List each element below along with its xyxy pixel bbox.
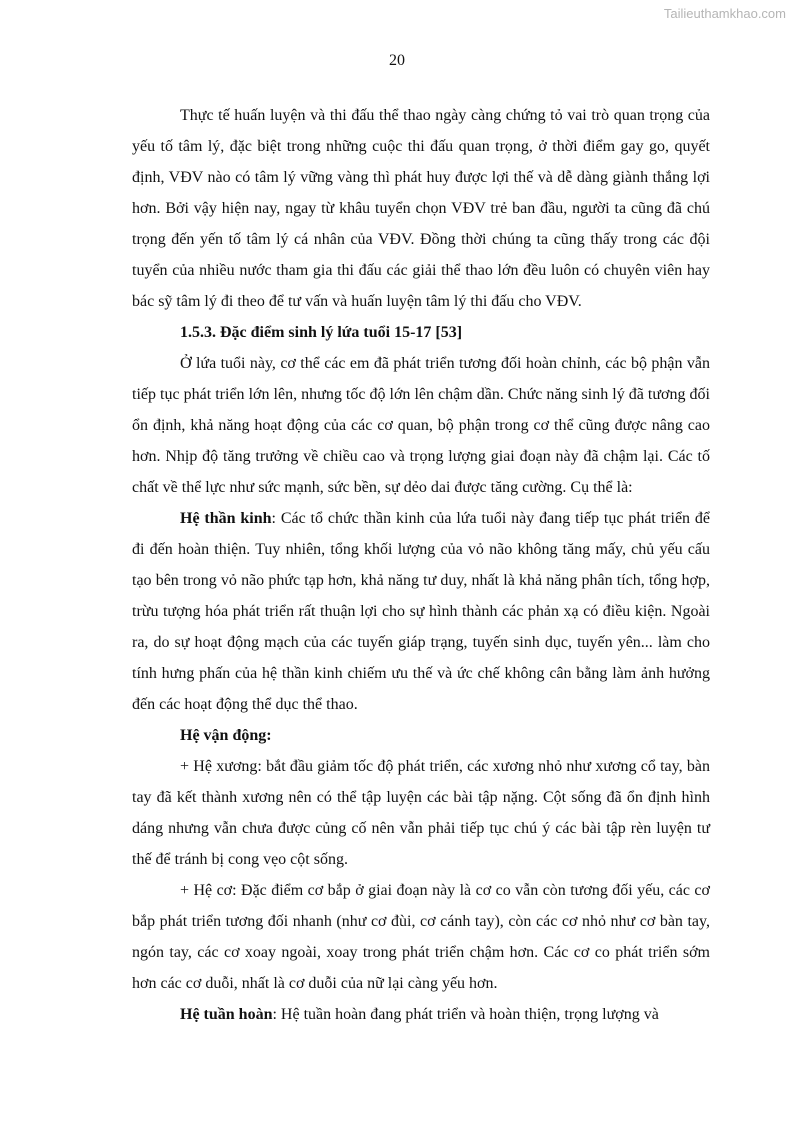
circulatory-system-text: : Hệ tuần hoàn đang phát triển và hoàn thiện, trọng lượng và [272,1006,659,1023]
nervous-system-text: : Các tổ chức thần kinh của lứa tuổi này đang tiếp tục phát triển để đi đến hoàn thiện. Tuy nhiên, tổng khối lượng của vỏ não không tăng mấy, chủ yếu cấu tạo bên trong vỏ não phức tạp hơn, khả năng tư duy, nhất là khả năng phân tích, tổng hợp, trừu tượng hóa phát triển rất thuận lợi cho sự hình thành các phản xạ có điều kiện. Ngoài ra, do sự hoạt động mạch của các tuyến giáp trạng, tuyến sinh dục, tuyến yên... làm cho tính hưng phấn của hệ thần kinh chiếm ưu thế và ức chế không cân bằng làm ảnh hưởng đến các hoạt động thể dục thể thao. [132,510,711,713]
document-body [132,100,710,1030]
watermark: Tailieuthamkhao.com [663,6,786,21]
section-heading-1-5-3: 1.5.3. Đặc điểm sinh lý lứa tuổi 15-17 [53] [180,324,463,341]
paragraph-muscular-system: + Hệ cơ: Đặc điểm cơ bắp ở giai đoạn này là cơ co vẫn còn tương đối yếu, các cơ bắp phát triển tương đối nhanh (như cơ đùi, cơ cánh tay), còn các cơ nhỏ như cơ bàn tay, ngón tay, các cơ xoay ngoài, xoay trong phát triển chậm hơn. Các cơ co phát triển sớm hơn các cơ duỗi, nhất là cơ duỗi của nữ lại càng yếu hơn. [132,882,710,992]
paragraph-nervous-system [132,503,710,720]
paragraph-psychology: Thực tế huấn luyện và thi đấu thể thao ngày càng chứng tỏ vai trò quan trọng của yếu tố tâm lý, đặc biệt trong những cuộc thi đấu quan trọng, ở thời điểm gay go, quyết định, VĐV nào có tâm lý vững vàng thì phát huy được lợi thế và dễ dàng giành thắng lợi hơn. Bởi vậy hiện nay, ngay từ khâu tuyển chọn VĐV trẻ ban đầu, người ta cũng đã chú trọng đến yến tố tâm lý cá nhân của VĐV. Đồng thời chúng ta cũng thấy trong các đội tuyển của nhiều nước tham gia thi đấu các giải thể thao lớn đều luôn có chuyên viên hay bác sỹ tâm lý đi theo để tư vấn và huấn luyện tâm lý thi đấu cho VĐV. [132,107,710,310]
nervous-system-label: Hệ thần kinh [180,510,272,527]
page-number: 20 [389,52,405,69]
circulatory-system-label: Hệ tuần hoàn [180,1006,273,1023]
motor-system-heading: Hệ vận động: [180,727,272,744]
paragraph-circulatory-system [132,999,710,1030]
paragraph-skeletal-system: + Hệ xương: bắt đầu giảm tốc độ phát triển, các xương nhỏ như xương cổ tay, bàn tay đã kết thành xương nên có thể tập luyện các bài tập nặng. Cột sống đã ổn định hình dáng nhưng vẫn chưa được củng cố nên vẫn phải tiếp tục chú ý các bài tập rèn luyện tư thế để tránh bị cong vẹo cột sống. [132,758,710,868]
paragraph-age-overview: Ở lứa tuổi này, cơ thể các em đã phát triển tương đối hoàn chỉnh, các bộ phận vẫn tiếp tục phát triển lớn lên, nhưng tốc độ lớn lên chậm dần. Chức năng sinh lý đã tương đối ổn định, khả năng hoạt động của các cơ quan, bộ phận trong cơ thể cũng được nâng cao hơn. Nhịp độ tăng trưởng về chiều cao và trọng lượng giai đoạn này đã chậm lại. Các tố chất về thể lực như sức mạnh, sức bền, sự dẻo dai được tăng cường. Cụ thể là: [132,355,710,496]
